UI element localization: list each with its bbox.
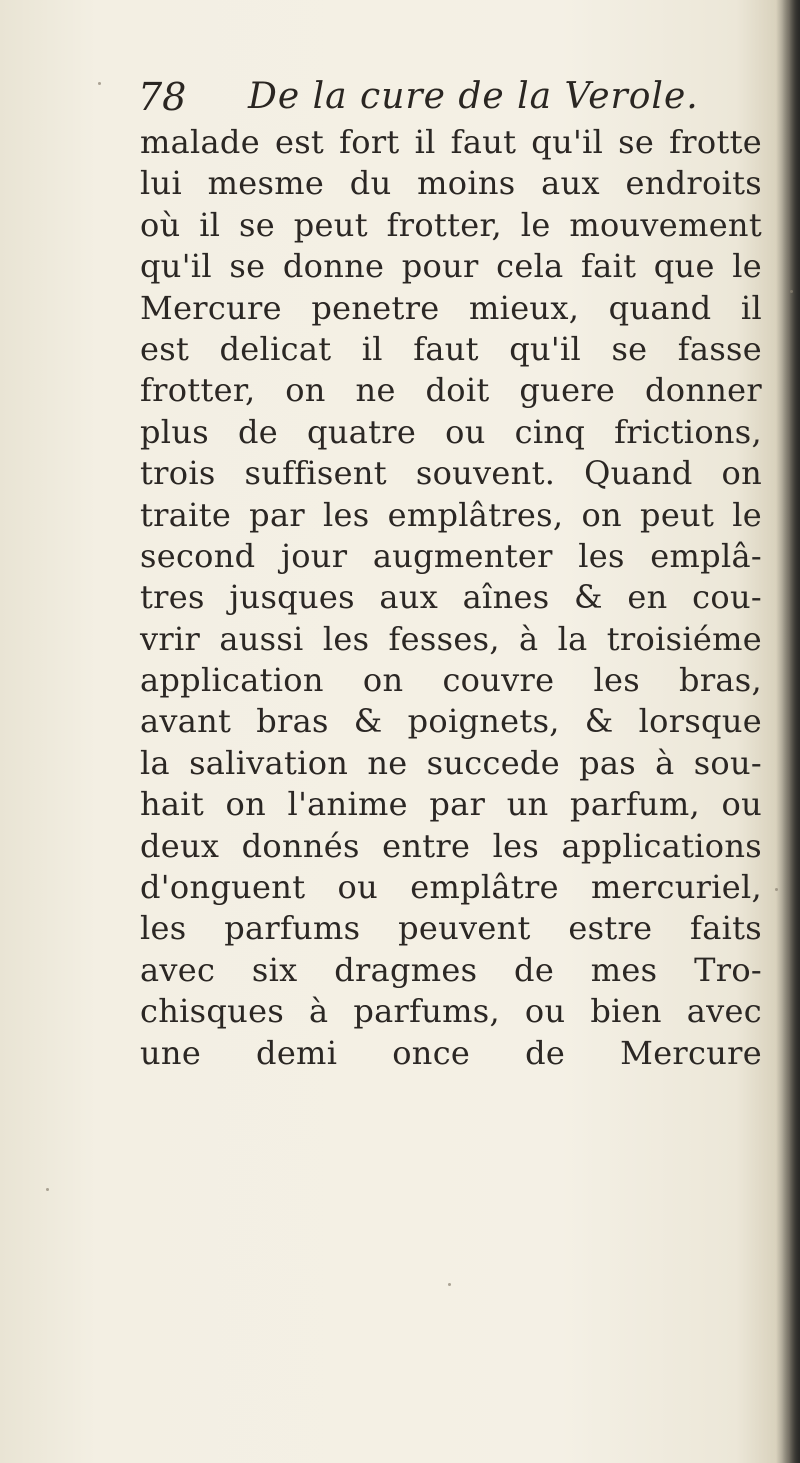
text-line: les parfums peuvent estre faits (140, 909, 762, 948)
text-line: plus de quatre ou cinq frictions, (140, 412, 762, 451)
text-line: une demi once de Mercure (140, 1033, 762, 1072)
text-line: lui mesme du moins aux endroits (140, 164, 762, 203)
page-number: 78 (138, 75, 187, 119)
text-line: où il se peut frotter, le mouvement (140, 205, 762, 244)
running-title: De la cure de la Verole. (248, 76, 699, 117)
text-line: avant bras & poignets, & lorsque (140, 702, 762, 741)
paper-speck (98, 82, 101, 85)
text-line: Mercure penetre mieux, quand il (140, 288, 762, 327)
text-line: deux donnés entre les applications (140, 826, 762, 865)
text-line: chisques à parfums, ou bien avec (140, 992, 762, 1031)
text-line: la salivation ne succede pas à sou- (140, 743, 762, 782)
paper-speck (790, 290, 793, 293)
text-line: vrir aussi les fesses, à la troisiéme (140, 619, 762, 658)
text-line: tres jusques aux aînes & en cou- (140, 578, 762, 617)
text-line: trois suffisent souvent. Quand on (140, 454, 762, 493)
text-line: avec six dragmes de mes Tro- (140, 950, 762, 989)
page-edge-shadow (782, 0, 800, 1463)
paper-speck (46, 1188, 49, 1191)
text-line: application on couvre les bras, (140, 661, 762, 700)
text-line: est delicat il faut qu'il se fasse (140, 329, 762, 368)
text-line: traite par les emplâtres, on peut le (140, 495, 762, 534)
text-line: qu'il se donne pour cela fait que le (140, 247, 762, 286)
text-line: frotter, on ne doit guere donner (140, 371, 762, 410)
text-line: malade est fort il faut qu'il se frotte (140, 123, 762, 161)
paper-speck (448, 1283, 451, 1286)
page-header (138, 72, 718, 122)
text-line: d'onguent ou emplâtre mercuriel, (140, 868, 762, 907)
text-line: second jour augmenter les emplâ- (140, 536, 762, 575)
body-text (140, 122, 762, 1074)
text-line: hait on l'anime par un parfum, ou (140, 785, 762, 824)
paper-speck (775, 888, 778, 891)
